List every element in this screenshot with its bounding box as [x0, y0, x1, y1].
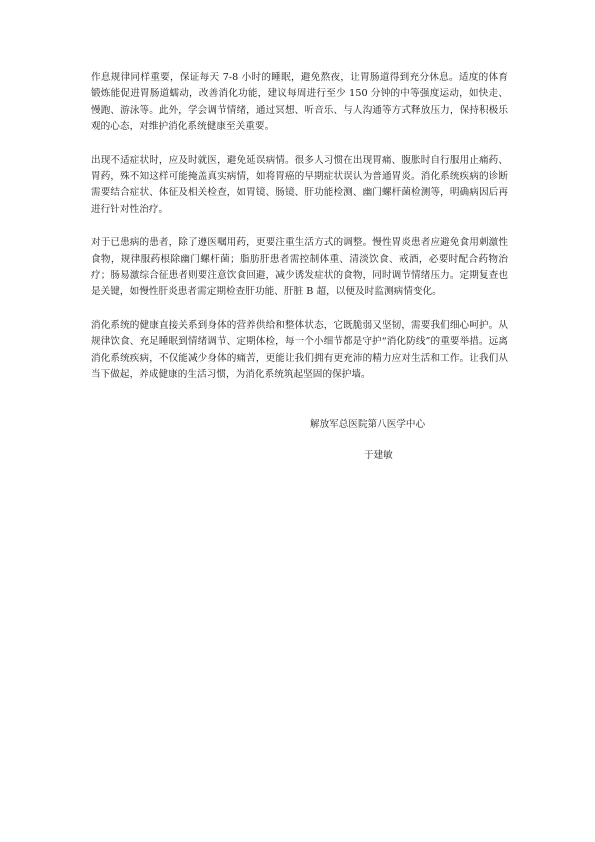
signature-organization: 解放军总医院第八医学中心	[310, 419, 426, 430]
document-body	[91, 70, 508, 401]
signature-author: 于建敏	[364, 450, 393, 461]
paragraph-conclusion: 消化系统的健康直接关系到身体的营养供给和整体状态，它既脆弱又坚韧，需要我们细心呵护。从规律饮食、充足睡眠到情绪调节、定期体检，每一个小细节都是守护“消化防线”的重要举措。远离消化系统疾病，不仅能减少身体的痛苦，更能让我们拥有更充沛的精力应对生活和工作。让我们从当下做起，养成健康的生活习惯，为消化系统筑起坚固的保护墙。	[91, 319, 508, 381]
paragraph-patient-care: 对于已患病的患者，除了遵医嘱用药，更要注重生活方式的调整。慢性胃炎患者应避免食用刺激性食物，规律服药根除幽门螺杆菌；脂肪肝患者需控制体重、清淡饮食、戒酒，必要时配合药物治疗；肠易激综合征患者则要注意饮食回避，减少诱发症状的食物，同时调节情绪压力。定期复查也是关键，如慢性肝炎患者需定期检查肝功能、肝脏 B 超，以便及时监测病情变化。	[91, 237, 508, 298]
paragraph-lifestyle: 作息规律同样重要，保证每天 7-8 小时的睡眠，避免熬夜，让胃肠道得到充分休息。适度的体育锻炼能促进胃肠道蠕动，改善消化功能，建议每周进行至少 150 分钟的中等强度运动，如快走、慢跑、游泳等。此外，学会调节情绪，通过冥想、听音乐、与人沟通等方式释放压力，保持积极乐观的心态，对维护消化系统健康至关重要。	[91, 72, 508, 133]
paragraph-seek-medical-care: 出现不适症状时，应及时就医，避免延误病情。很多人习惯在出现胃痛、腹胀时自行服用止痛药、胃药，殊不知这样可能掩盖真实病情，如将胃癌的早期症状误认为普通胃炎。消化系统疾病的诊断需要结合症状、体征及相关检查，如胃镜、肠镜、肝功能检测、幽门螺杆菌检测等，明确病因后再进行针对性治疗。	[91, 154, 508, 215]
